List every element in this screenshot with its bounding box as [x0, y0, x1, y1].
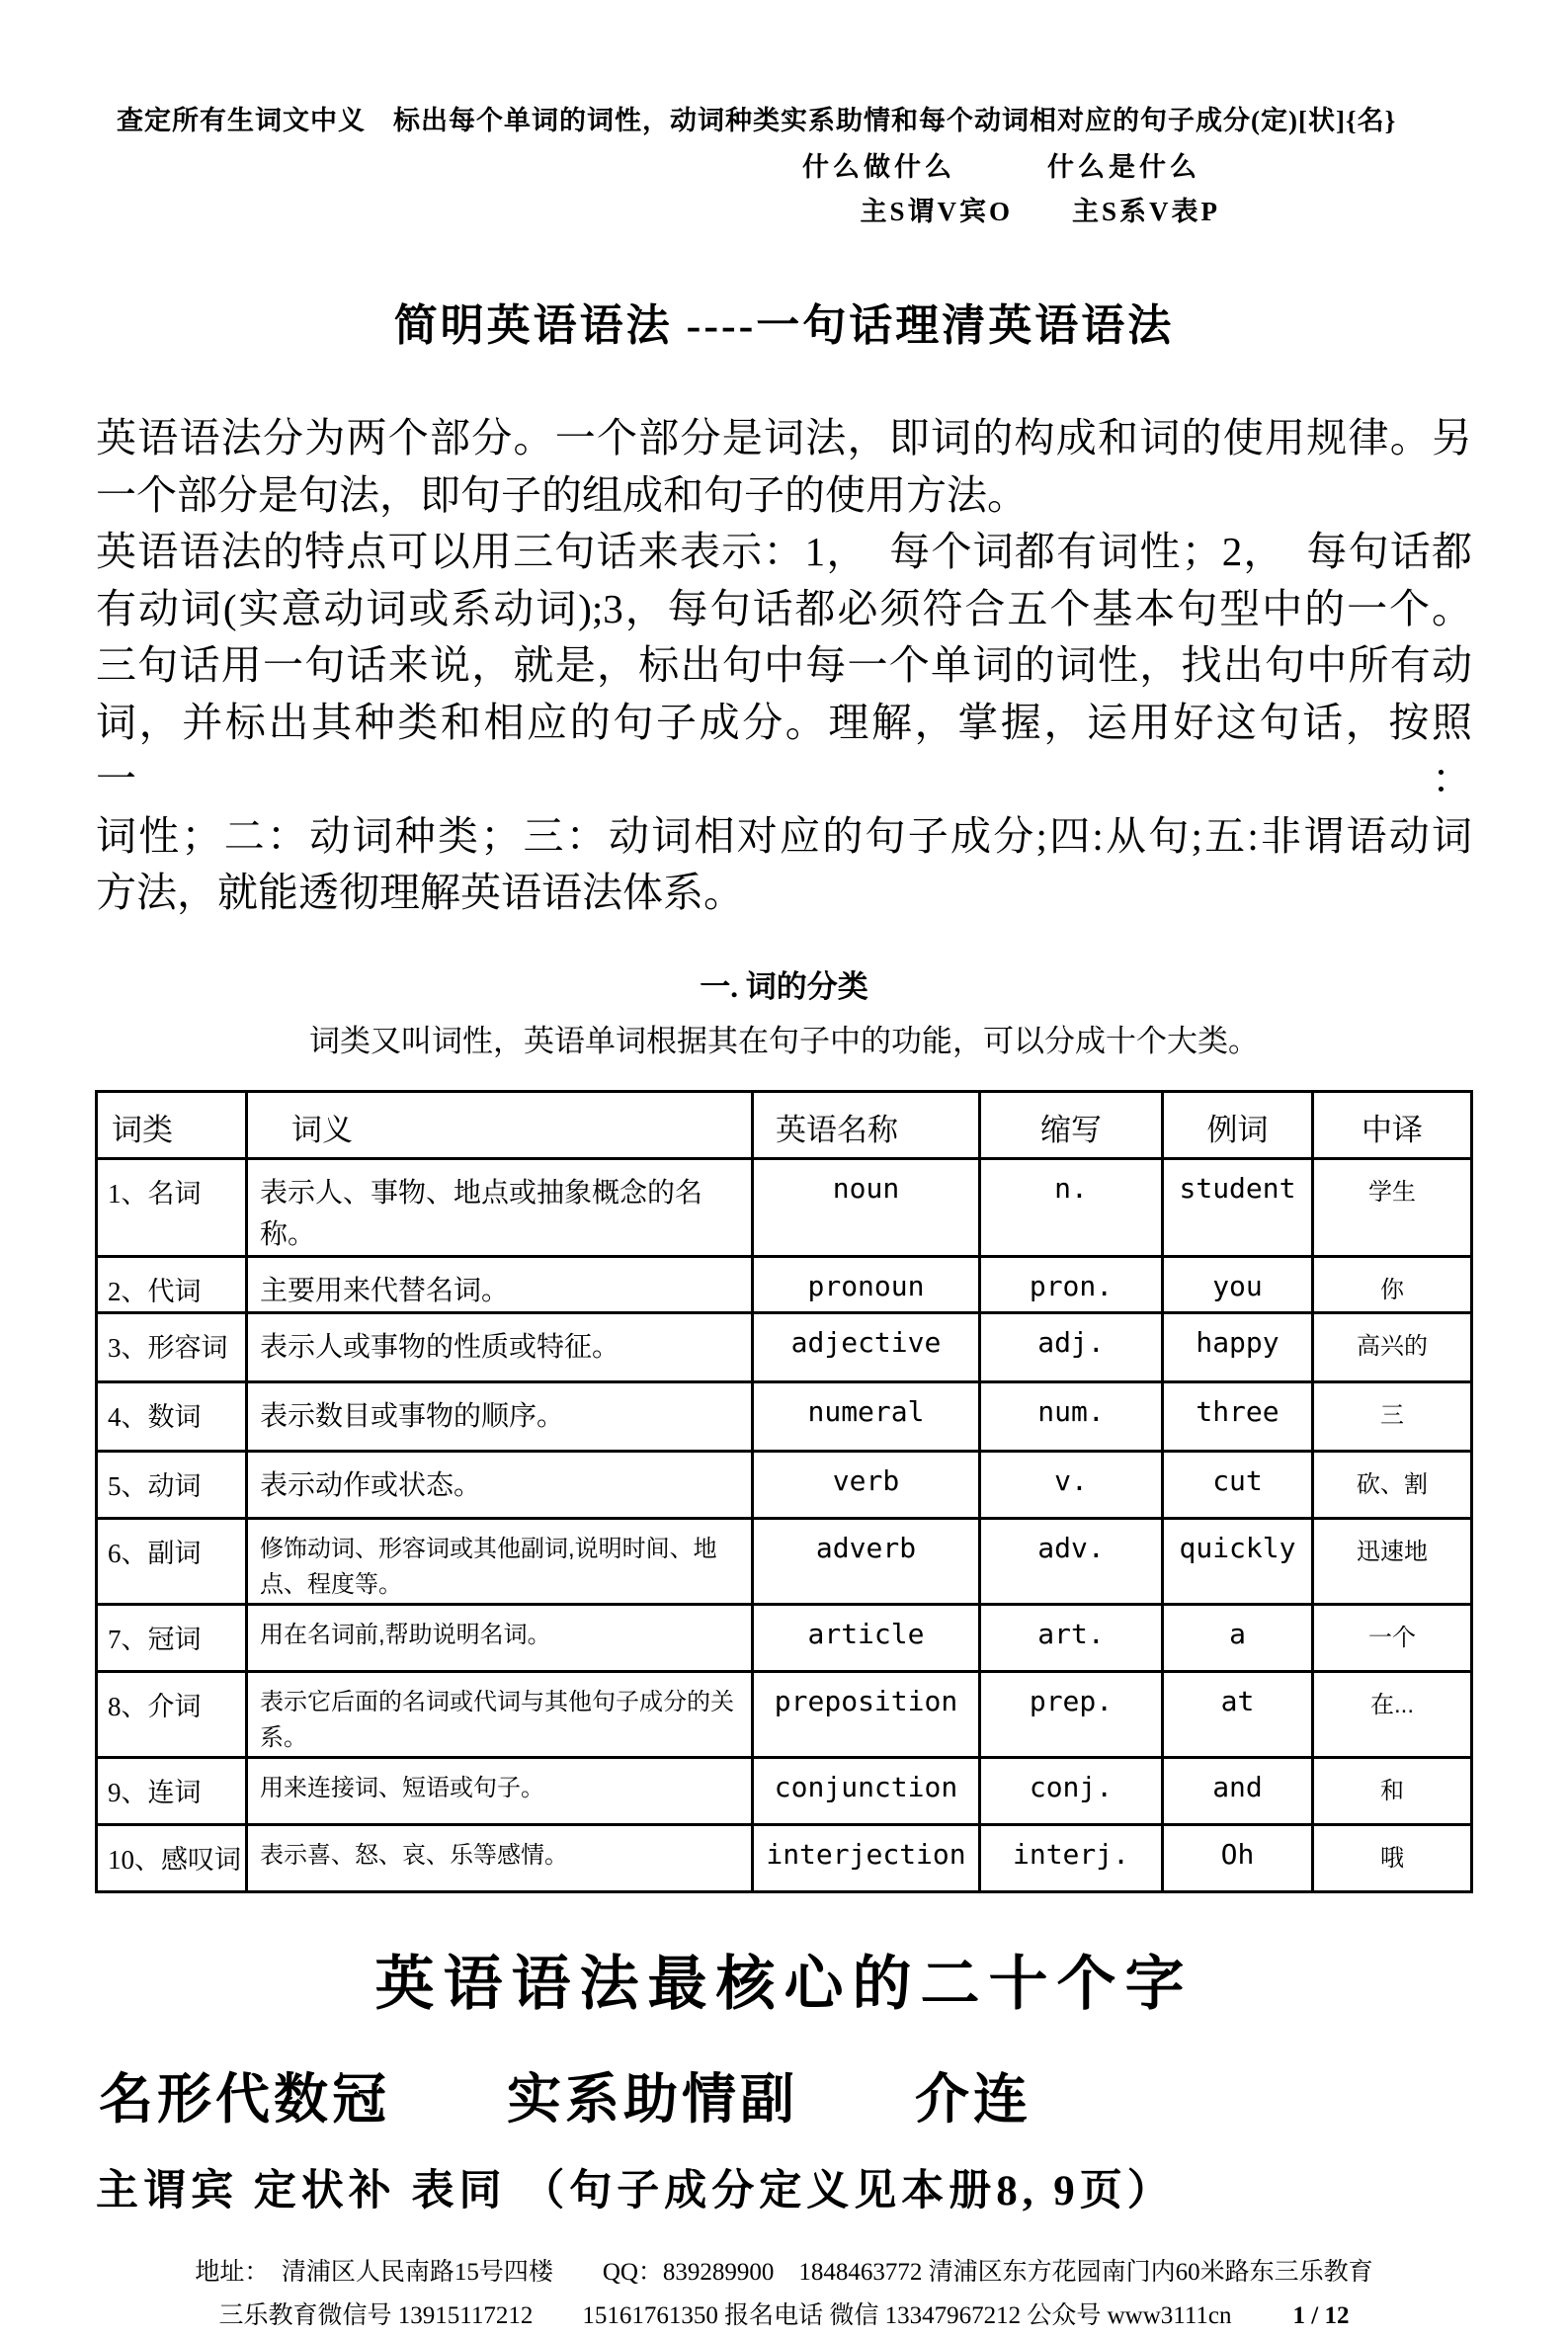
cell-english-name: numeral [753, 1381, 980, 1451]
cell-abbreviation: art. [980, 1604, 1163, 1671]
cell-abbreviation: adj. [980, 1312, 1163, 1381]
cell-word-class: 8、介词 [97, 1671, 247, 1757]
cell-abbreviation: interj. [980, 1824, 1163, 1891]
cell-translation: 砍、割 [1313, 1451, 1472, 1518]
cell-example: happy [1163, 1312, 1313, 1381]
cell-example: and [1163, 1757, 1313, 1824]
cell-english-name: conjunction [753, 1757, 980, 1824]
cell-example: Oh [1163, 1824, 1313, 1891]
cell-english-name: adjective [753, 1312, 980, 1381]
word-class-table-body [97, 1158, 1472, 1891]
cell-word-class: 10、感叹词 [97, 1824, 247, 1891]
cell-word-class: 5、动词 [97, 1451, 247, 1518]
cell-english-name: adverb [753, 1518, 980, 1604]
page-footer [0, 2251, 1568, 2338]
header-example: 例词 [1163, 1091, 1313, 1158]
cell-meaning: 表示它后面的名词或代词与其他句子成分的关系。 [247, 1671, 753, 1757]
cell-meaning: 用来连接词、短语或句子。 [247, 1757, 753, 1824]
cell-meaning: 表示人、事物、地点或抽象概念的名称。 [247, 1158, 753, 1256]
footer-address-line: 地址： 清浦区人民南路15号四楼 QQ：839289900 1848463772 清浦区东方花园南门内60米路东三乐教育 [195, 2258, 1373, 2286]
cell-english-name: verb [753, 1451, 980, 1518]
word-class-table-head [97, 1091, 1472, 1158]
cell-translation: 在... [1313, 1671, 1472, 1757]
page-number: 1 / 12 [1292, 2301, 1350, 2329]
header-abbreviation: 缩写 [980, 1091, 1163, 1158]
cell-abbreviation: pron. [980, 1256, 1163, 1312]
annotation-line-1: 查定所有生词文中义 标出每个单词的词性，动词种类实系助情和每个动词相对应的句子成分(定)[状]{名} [117, 106, 1397, 135]
cell-word-class: 6、副词 [97, 1518, 247, 1604]
cell-translation: 和 [1313, 1757, 1472, 1824]
table-row [97, 1604, 1472, 1671]
top-annotation [0, 0, 1568, 228]
cell-abbreviation: v. [980, 1451, 1163, 1518]
cell-word-class: 1、名词 [97, 1158, 247, 1256]
cell-meaning: 用在名词前,帮助说明名词。 [247, 1604, 753, 1671]
cell-meaning: 表示人或事物的性质或特征。 [247, 1312, 753, 1381]
footer-contact-text: 三乐教育微信号 13915117212 15161761350 报名电话 微信 13347967212 公众号 www3111cn [218, 2301, 1232, 2329]
page-title: 简明英语语法 ----一句话理清英语语法 [393, 301, 1175, 350]
cell-example: student [1163, 1158, 1313, 1256]
cell-meaning: 表示喜、怒、哀、乐等感情。 [247, 1824, 753, 1891]
body-line: 一个部分是句法，即句子的组成和句子的使用方法。 [96, 471, 1028, 518]
table-row [97, 1312, 1472, 1381]
cell-example: a [1163, 1604, 1313, 1671]
body-line: 英语语法分为两个部分。一个部分是词法，即词的构成和词的使用规律。另 [96, 415, 1472, 460]
cell-abbreviation: num. [980, 1381, 1163, 1451]
table-row [97, 1381, 1472, 1451]
table-row [97, 1451, 1472, 1518]
annotation-line-3: 主S谓V宾O 主S系V表P [860, 197, 1220, 226]
cell-example: at [1163, 1671, 1313, 1757]
section-heading: 一. 词的分类 [700, 968, 868, 1004]
cell-word-class: 3、形容词 [97, 1312, 247, 1381]
cell-example: three [1163, 1381, 1313, 1451]
cell-meaning: 表示数目或事物的顺序。 [247, 1381, 753, 1451]
cell-abbreviation: adv. [980, 1518, 1163, 1604]
cell-example: you [1163, 1256, 1313, 1312]
core-sentence-parts-line: 主谓宾 定状补 表同 （句子成分定义见本册8, 9页） [96, 2167, 1175, 2214]
table-row [97, 1824, 1472, 1891]
cell-meaning: 修饰动词、形容词或其他副词,说明时间、地点、程度等。 [247, 1518, 753, 1604]
cell-word-class: 9、连词 [97, 1757, 247, 1824]
body-paragraphs [96, 410, 1472, 922]
cell-translation: 一个 [1313, 1604, 1472, 1671]
word-class-table [95, 1090, 1473, 1893]
cell-translation: 你 [1313, 1256, 1472, 1312]
cell-translation: 学生 [1313, 1158, 1472, 1256]
cell-word-class: 4、数词 [97, 1381, 247, 1451]
cell-english-name: article [753, 1604, 980, 1671]
body-line: 有动词(实意动词或系动词);3，每句话都必须符合五个基本句型中的一个。 [96, 585, 1472, 631]
table-row [97, 1671, 1472, 1757]
body-line: 方法，就能透彻理解英语语法体系。 [96, 870, 744, 915]
cell-translation: 哦 [1313, 1824, 1472, 1891]
section-subheading: 词类又叫词性，英语单词根据其在句子中的功能，可以分成十个大类。 [309, 1023, 1259, 1058]
footer-contact-line [0, 2295, 1568, 2338]
body-line: 词，并标出其种类和相应的句子成分。理解，掌握，运用好这句话，按照一： [96, 699, 1472, 801]
cell-english-name: interjection [753, 1824, 980, 1891]
body-line: 三句话用一句话来说，就是，标出句中每一个单词的词性，找出句中所有动 [96, 642, 1472, 688]
cell-translation: 迅速地 [1313, 1518, 1472, 1604]
header-english-name: 英语名称 [753, 1091, 980, 1158]
table-row [97, 1518, 1472, 1604]
cell-english-name: preposition [753, 1671, 980, 1757]
cell-abbreviation: n. [980, 1158, 1163, 1256]
body-line: 英语语法的特点可以用三句话来表示：1， 每个词都有词性；2， 每句话都 [96, 529, 1472, 574]
cell-meaning: 表示动作或状态。 [247, 1451, 753, 1518]
body-line: 词性；二：动词种类；三：动词相对应的句子成分;四:从句;五:非谓语动词 [96, 812, 1472, 859]
cell-example: quickly [1163, 1518, 1313, 1604]
table-row [97, 1158, 1472, 1256]
cell-translation: 三 [1313, 1381, 1472, 1451]
table-header-row [97, 1091, 1472, 1158]
cell-abbreviation: prep. [980, 1671, 1163, 1757]
cell-english-name: pronoun [753, 1256, 980, 1312]
cell-meaning: 主要用来代替名词。 [247, 1256, 753, 1312]
header-meaning: 词义 [247, 1091, 753, 1158]
annotation-line-2: 什么做什么 什么是什么 [802, 152, 1200, 182]
table-row [97, 1256, 1472, 1312]
core-twenty-heading: 英语语法最核心的二十个字 [374, 1951, 1194, 2017]
cell-word-class: 2、代词 [97, 1256, 247, 1312]
cell-translation: 高兴的 [1313, 1312, 1472, 1381]
cell-english-name: noun [753, 1158, 980, 1256]
cell-example: cut [1163, 1451, 1313, 1518]
table-row [97, 1757, 1472, 1824]
cell-abbreviation: conj. [980, 1757, 1163, 1824]
cell-word-class: 7、冠词 [97, 1604, 247, 1671]
header-translation: 中译 [1313, 1091, 1472, 1158]
core-word-classes-line: 名形代数冠 实系助情副 介连 [99, 2068, 1032, 2129]
header-word-class: 词类 [97, 1091, 247, 1158]
